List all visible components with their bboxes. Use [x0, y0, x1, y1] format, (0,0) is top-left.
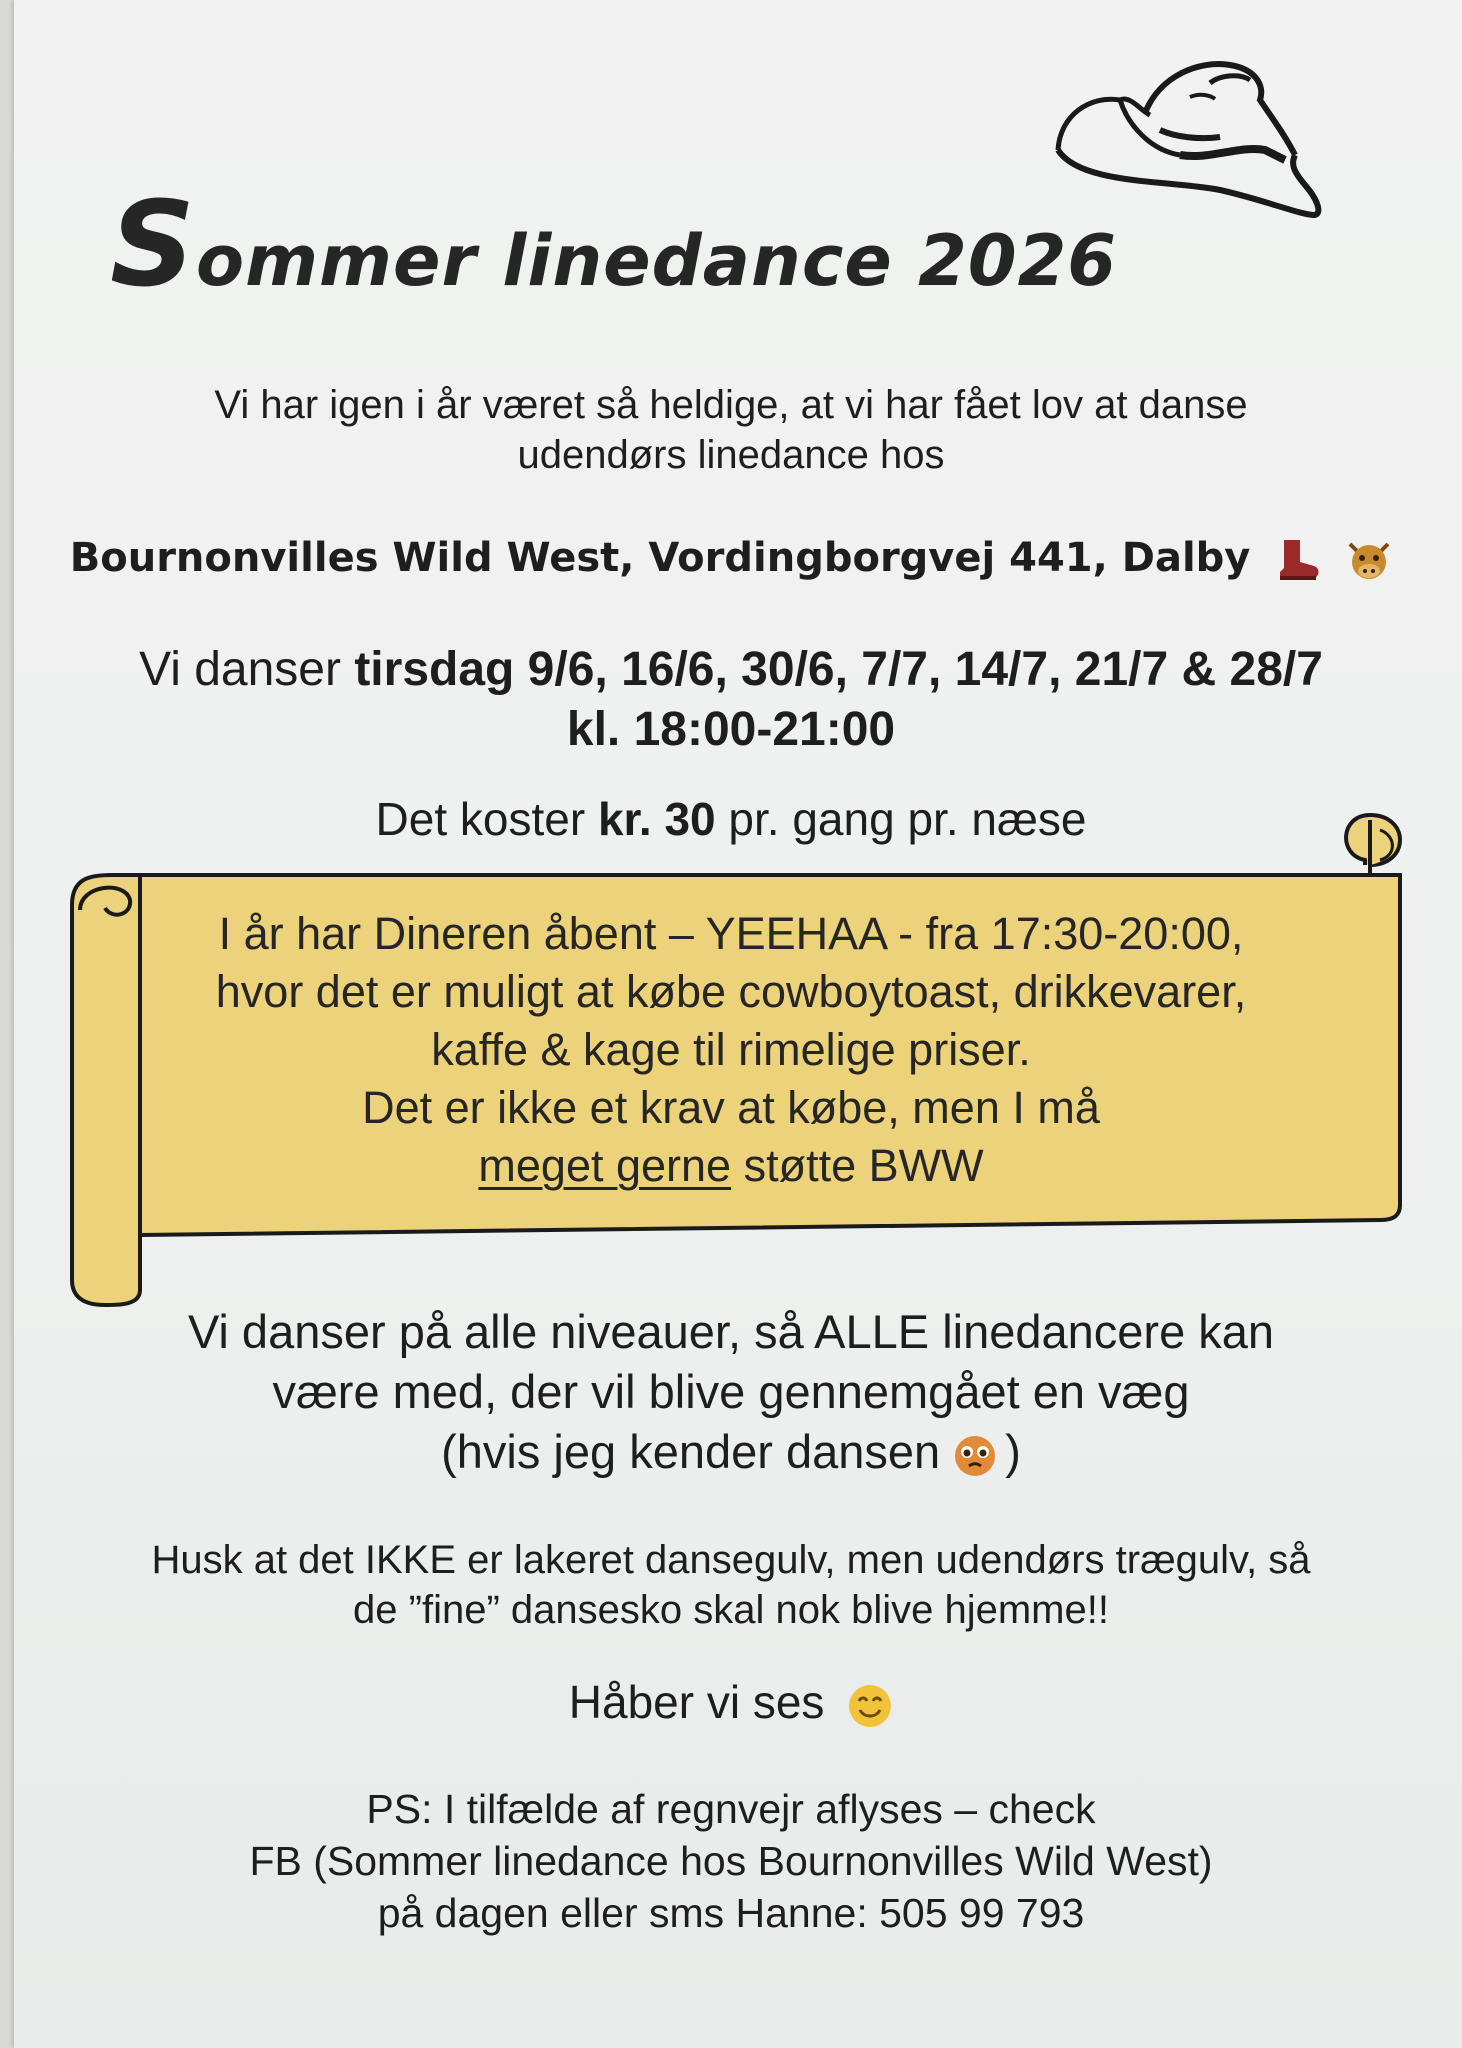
scroll-line-3: kaffe & kage til rimelige priser. — [431, 1024, 1031, 1075]
cow-face-icon — [1346, 538, 1392, 582]
scroll-underlined: meget gerne — [478, 1140, 732, 1191]
ps-line-1: PS: I tilfælde af regnvejr aflyses – check — [366, 1786, 1096, 1832]
scroll-text — [0, 905, 1462, 1195]
title-initial: S — [110, 175, 196, 313]
intro-line-1: Vi har igen i år været så heldige, at vi har fået lov at danse — [214, 383, 1248, 427]
intro-paragraph — [0, 380, 1462, 480]
ps-paragraph — [0, 1783, 1462, 1939]
warning-line-1: Husk at det IKKE er lakeret dansegulv, men udendørs trægulv, så — [151, 1538, 1311, 1582]
scroll-line-1: I år har Dineren åbent – YEEHAA - fra 17:30-20:00, — [218, 908, 1244, 959]
scroll-line-4: Det er ikke et krav at købe, men I må — [362, 1082, 1100, 1133]
dates-days: tirsdag 9/6, 16/6, 30/6, 7/7, 14/7, 21/7 & 28/7 — [354, 643, 1323, 696]
page-title — [110, 175, 1117, 313]
ps-line-3: på dagen eller sms Hanne: 505 99 793 — [377, 1890, 1085, 1936]
levels-line-2: være med, der vil blive gennemgået en væg — [272, 1365, 1190, 1418]
price-prefix: Det koster — [375, 793, 598, 845]
warning-line-2: de ”fine” dansesko skal nok blive hjemme!! — [353, 1588, 1109, 1632]
smiling-face-icon — [847, 1683, 893, 1729]
cowboy-boot-icon — [1274, 538, 1322, 582]
dates-block — [0, 640, 1462, 760]
venue-line — [0, 535, 1462, 582]
levels-line-1: Vi danser på alle niveauer, så ALLE linedancere kan — [187, 1305, 1275, 1358]
warning-paragraph — [0, 1535, 1462, 1635]
intro-line-2: udendørs linedance hos — [517, 433, 945, 477]
venue-text: Bournonvilles Wild West, Vordingborgvej 441, Dalby — [69, 535, 1251, 581]
dates-prefix: Vi danser — [139, 643, 355, 696]
dates-time: kl. 18:00-21:00 — [566, 703, 896, 756]
levels-paragraph — [0, 1302, 1462, 1482]
price-amount: kr. 30 — [597, 793, 716, 845]
goodbye-line — [0, 1675, 1462, 1729]
scroll-line-5 — [0, 1137, 1462, 1195]
scroll-line-5-rest: støtte BWW — [731, 1140, 984, 1191]
scroll-line-2: hvor det er muligt at købe cowboytoast, drikkevarer, — [215, 966, 1247, 1017]
title-rest: ommer linedance 2026 — [196, 220, 1117, 302]
ps-line-2: FB (Sommer linedance hos Bournonvilles Wild West) — [249, 1838, 1213, 1884]
goodbye-text: Håber vi ses — [568, 1676, 825, 1728]
dates-line — [0, 640, 1462, 700]
price-suffix: pr. gang pr. næse — [715, 793, 1087, 845]
levels-line-3: (hvis jeg kender dansen ) — [441, 1425, 1021, 1478]
hopeful-face-icon — [953, 1434, 997, 1478]
